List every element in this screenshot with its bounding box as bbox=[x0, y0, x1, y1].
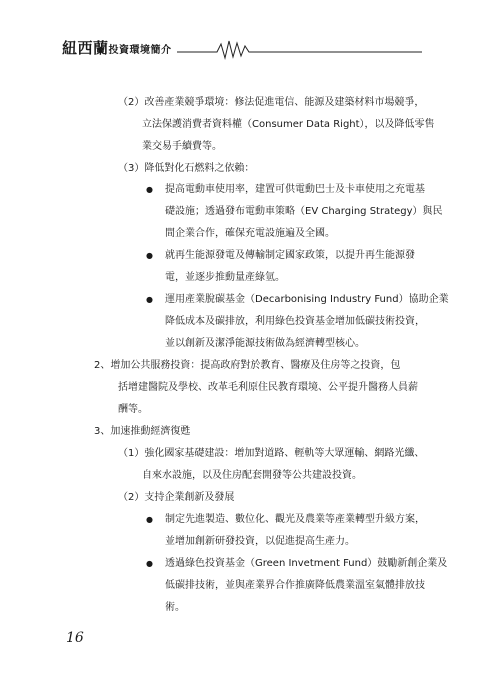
text-line: 自來水設施，以及住房配套開發等公共建設投資。 bbox=[142, 470, 362, 481]
text-line: （1）強化國家基礎建設：增加對道路、輕軌等大眾運輸、網路光纖、 bbox=[118, 448, 425, 459]
text-line: 降低成本及碳排放，利用綠色投資基金增加低碳技術投資， bbox=[165, 316, 425, 327]
text-line: （3）降低對化石燃料之依賴： bbox=[118, 163, 255, 174]
bullet-dot: ● bbox=[146, 251, 153, 260]
bullet-dot: ● bbox=[146, 515, 153, 524]
text-line: 立法保護消費者資料權（Consumer Data Right），以及降低零售 bbox=[142, 119, 435, 130]
text-line: （2）改善產業競爭環境：修法促進電信、能源及建築材料市場競爭， bbox=[118, 97, 425, 108]
text-line: 透過綠色投資基金（Green Invetment Fund）鼓勵新創企業及 bbox=[165, 558, 448, 569]
text-line: 並增加創新研發投資，以促進提高生產力。 bbox=[165, 536, 355, 547]
text-line: 運用產業脫碳基金（Decarbonising Industry Fund）協助企業 bbox=[165, 294, 449, 305]
header-title-sub: 投資環境簡介 bbox=[108, 45, 172, 56]
bullet-dot: ● bbox=[146, 185, 153, 194]
text-line: 3、加速推動經濟復甦 bbox=[94, 426, 191, 437]
text-line: 術。 bbox=[165, 602, 185, 613]
text-line: 括增建醫院及學校、改革毛利原住民教育環境、公平提升醫務人員薪 bbox=[118, 382, 418, 393]
header-title-main: 紐西蘭 bbox=[62, 39, 109, 57]
text-line: 制定先進製造、數位化、觀光及農業等產業轉型升級方案， bbox=[165, 514, 425, 525]
text-line: 並以創新及潔淨能源技術做為經濟轉型核心。 bbox=[165, 338, 365, 349]
text-line: 就再生能源發電及傳輸制定國家政策，以提升再生能源發 bbox=[165, 250, 415, 261]
text-line: 業交易手續費等。 bbox=[142, 141, 222, 152]
text-line: 間企業合作，確保充電設施遍及全國。 bbox=[165, 228, 335, 239]
text-line: 礎設施；透過發布電動車策略（EV Charging Strategy）與民 bbox=[165, 206, 443, 217]
text-line: 酬等。 bbox=[118, 404, 148, 415]
text-line: 2、增加公共服務投資：提高政府對於教育、醫療及住房等之投資，包 bbox=[94, 360, 401, 371]
text-line: 電，並逐步推動量產綠氫。 bbox=[165, 272, 285, 283]
text-line: 提高電動車使用率，建置可供電動巴士及卡車使用之充電基 bbox=[165, 184, 425, 195]
bullet-dot: ● bbox=[146, 559, 153, 568]
header-title bbox=[62, 38, 172, 58]
text-line: 低碳排技術，並與產業界合作推廣降低農業溫室氣體排放技 bbox=[165, 580, 425, 591]
page-header bbox=[62, 38, 422, 60]
page-number: 16 bbox=[66, 630, 84, 646]
header-heartbeat-line bbox=[177, 38, 422, 60]
bullet-dot: ● bbox=[146, 295, 153, 304]
text-line: （2）支持企業創新及發展 bbox=[118, 492, 235, 503]
